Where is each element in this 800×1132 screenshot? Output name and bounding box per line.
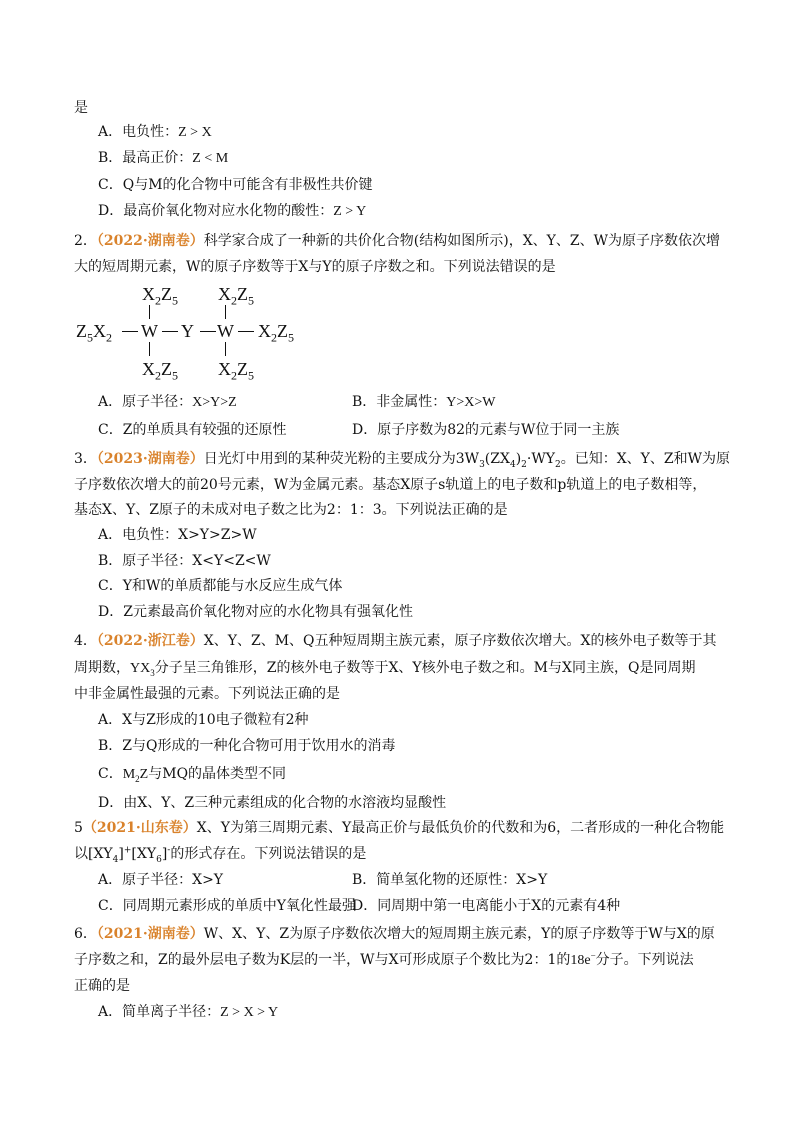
q3-option-a: A．电负性：X>Y>Z>W [98,527,257,543]
q5-number: 5 [74,820,83,836]
q1-option-d-math: Z > Y [333,204,367,219]
q3-number: 3． [74,451,97,467]
q4-line-3: 中非金属性最强的元素。下列说法正确的是 [74,686,340,702]
q4-line-1: 4．（2022·浙江卷）X、Y、Z、M、Q五种短周期主族元素，原子序数依次增大。X的核外电子数等于其 [74,633,717,649]
structure-top-left: $X_2Z_5$ [142,284,178,308]
bond-top-right [225,305,226,319]
q2-option-a-math: X>Y>Z [192,395,237,410]
q6-number: 6． [74,926,97,942]
bond-y-w [200,331,216,332]
q5-option-c: C．同周期元素形成的单质中Y氧化性最强 [98,898,356,914]
structure-w-left: W [141,321,158,341]
q4-number: 4． [74,633,97,649]
q4-option-a: A．X与Z形成的10电子微粒有2种 [98,712,309,728]
q2-text-1: 科学家合成了一种新的共价化合物(结构如图所示)，X、Y、Z、W为原子序数依次增 [203,233,721,249]
q3-line-1: 3．（2023·湖南卷）日光灯中用到的某种荧光粉的主要成分为$3W_3(ZX_4)_2\cdot WY_2$。已知：X、Y、Z和W为原 [74,451,731,470]
q6-option-a: A．简单离子半径：Z > X > Y [98,1004,279,1020]
q1-option-c: C．Q与M的化合物中可能含有非极性共价键 [98,177,373,193]
q2-number: 2． [74,233,97,249]
q2-option-a [98,392,237,413]
q6-line-2: 子序数之和，Z的最外层电子数为K层的一半，W与X可形成原子个数比为2：1的18e−分子。下列说法 [74,950,694,968]
bond-top-left [149,305,150,319]
structure-bottom-left: $X_2Z_5$ [142,359,178,383]
q5-source: （2021·山东卷） [82,820,197,836]
q4-formula-yx3: $YX_3$ [130,661,155,678]
q5-line-2: 以$[XY_4]^+[XY_6]^-$的形式存在。下列说法错误的是 [74,845,367,865]
q1-option-a-math: Z > X [178,125,212,140]
q4-option-d: D．由X、Y、Z三种元素组成的化合物的水溶液均显酸性 [98,795,447,811]
q3-option-c: C．Y和W的单质都能与水反应生成气体 [98,578,343,594]
bond-w-y [162,331,178,332]
q1-option-b [98,148,228,169]
bond-left [122,331,138,332]
q4-option-b: B．Z与Q形成的一种化合物可用于饮用水的消毒 [98,738,396,754]
q2-option-b-math: Y>X>W [446,395,496,410]
q3-source: （2023·湖南卷） [96,451,204,467]
q2-option-c: C．Z的单质具有较强的还原性 [98,422,287,438]
q4-option-c: C．$M_2Z$与MQ的晶体类型不同 [98,766,287,784]
q2-option-b-label: B．非金属性： [352,394,447,410]
q3-option-b: B．原子半径：X<Y<Z<W [98,553,271,569]
q2-line-1 [74,231,720,251]
q6-line-1: 6．（2021·湖南卷）W、X、Y、Z为原子序数依次增大的短周期主族元素，Y的原子序数等于W与X的原 [74,926,715,942]
q5-line-1: 5（2021·山东卷）X、Y为第三周期元素、Y最高正价与最低负价的代数和为6，二者形成的一种化合物能 [74,820,725,836]
structure-right-group: $X_2Z_5$ [258,321,294,345]
q4-source: （2022·浙江卷） [96,633,204,649]
q3-line-3: 基态X、Y、Z原子的未成对电子数之比为2：1：3。下列说法正确的是 [74,502,508,518]
q1-option-a-label: A．电负性： [98,124,179,140]
q6-18e: 18e− [570,950,596,968]
q4-line-2: 周期数，$YX_3$分子呈三角锥形，Z的核外电子数等于X、Y核外电子数之和。M与X同主族，Q是同周期 [74,660,696,678]
q6-line-3: 正确的是 [74,978,130,994]
structure-left-group: $Z_5X_2$ [76,321,112,345]
q5-option-b: B．简单氢化物的还原性：X>Y [352,872,548,888]
structure-y: Y [181,321,194,341]
structure-bottom-right: $X_2Z_5$ [218,359,254,383]
q2-option-a-label: A．原子半径： [98,394,193,410]
q1-tail: 是 [74,100,88,116]
q4-formula-m2z: $M_2Z$ [122,767,149,784]
q2-option-b [352,392,496,413]
q1-option-b-label: B．最高正价： [98,150,193,166]
q1-option-d [98,201,366,222]
q6-source: （2021·湖南卷） [96,926,204,942]
bond-right [238,331,254,332]
q1-option-a [98,122,212,143]
bond-bottom-right [225,342,226,356]
structure-w-right: W [217,321,234,341]
q5-option-d: D．同周期中第一电离能小于X的元素有4种 [352,898,621,914]
q6-option-a-math: Z > X > Y [220,1005,279,1020]
q2-line-2: 大的短周期元素，W的原子序数等于X与Y的原子序数之和。下列说法错误的是 [74,259,556,275]
q1-option-d-label: D．最高价氧化物对应水化物的酸性： [98,203,334,219]
q2-source: （2022·湖南卷） [96,233,204,249]
q3-line-2: 子序数依次增大的前20号元素，W为金属元素。基态X原子s轨道上的电子数和p轨道上的电子数相等， [74,477,707,493]
q2-option-d: D．原子序数为82的元素与W位于同一主族 [352,422,620,438]
q5-option-a: A．原子半径：X>Y [98,872,224,888]
q3-option-d: D．Z元素最高价氧化物对应的水化物具有强氧化性 [98,604,413,620]
bond-bottom-left [149,342,150,356]
q1-option-b-math: Z < M [192,151,229,166]
structure-top-right: $X_2Z_5$ [218,284,254,308]
